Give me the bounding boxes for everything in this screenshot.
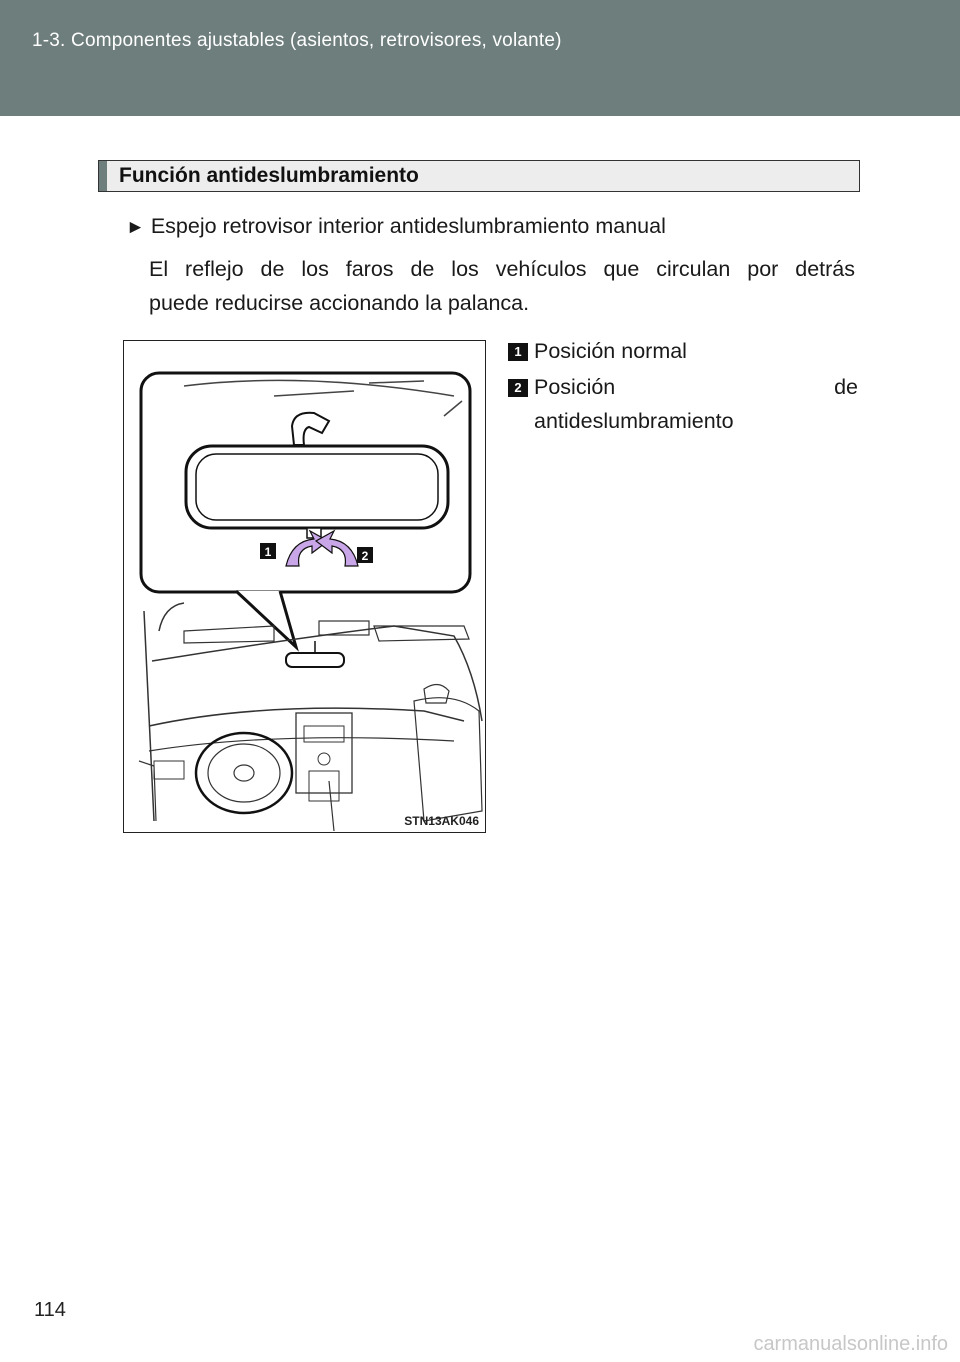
legend-item-1	[508, 334, 858, 368]
side-mirror	[424, 684, 449, 703]
figure-code: STN13AK046	[404, 814, 479, 828]
mirror-illustration	[123, 340, 486, 833]
number-badge-1: 1	[508, 343, 528, 361]
description-paragraph	[149, 252, 855, 320]
mirror-body	[186, 446, 448, 528]
car-interior-drawing	[124, 341, 485, 832]
callout-pointer	[236, 591, 296, 647]
legend-text-2-line-2: antideslumbramiento	[534, 409, 734, 433]
running-header	[0, 0, 960, 116]
number-badge-2: 2	[508, 379, 528, 397]
paragraph-line-1: El reflejo de los faros de los vehículos que circulan por detrás	[149, 257, 855, 281]
paragraph-line-2: puede reducirse accionando la palanca.	[149, 291, 530, 315]
section-heading-box	[98, 160, 860, 192]
callout-label-2: 2	[361, 549, 369, 563]
legend-item-2	[508, 370, 858, 438]
legend-text-1: Posición normal	[534, 339, 687, 363]
door-panel	[414, 698, 482, 821]
header-section-path: 1-3. Componentes ajustables (asientos, retrovisores, volante)	[32, 30, 562, 51]
figure-legend	[508, 334, 858, 438]
sun-visor-left	[184, 626, 274, 643]
triangle-bullet-icon: ►	[126, 217, 145, 238]
small-mirror	[286, 653, 344, 667]
dashboard-top	[149, 708, 464, 726]
callout-label-1: 1	[264, 545, 272, 559]
sun-visor-right	[374, 626, 469, 641]
a-pillar-left	[144, 611, 154, 821]
legend-text-2-line-1: Posición de	[534, 375, 858, 399]
bullet-item	[126, 214, 666, 239]
steering-wheel	[196, 733, 292, 813]
page-number: 114	[34, 1299, 66, 1321]
watermark: carmanualsonline.info	[753, 1333, 948, 1355]
section-title: Función antideslumbramiento	[119, 164, 419, 187]
bullet-text: Espejo retrovisor interior antideslumbramiento manual	[150, 214, 666, 238]
section-heading-accent	[99, 161, 107, 191]
